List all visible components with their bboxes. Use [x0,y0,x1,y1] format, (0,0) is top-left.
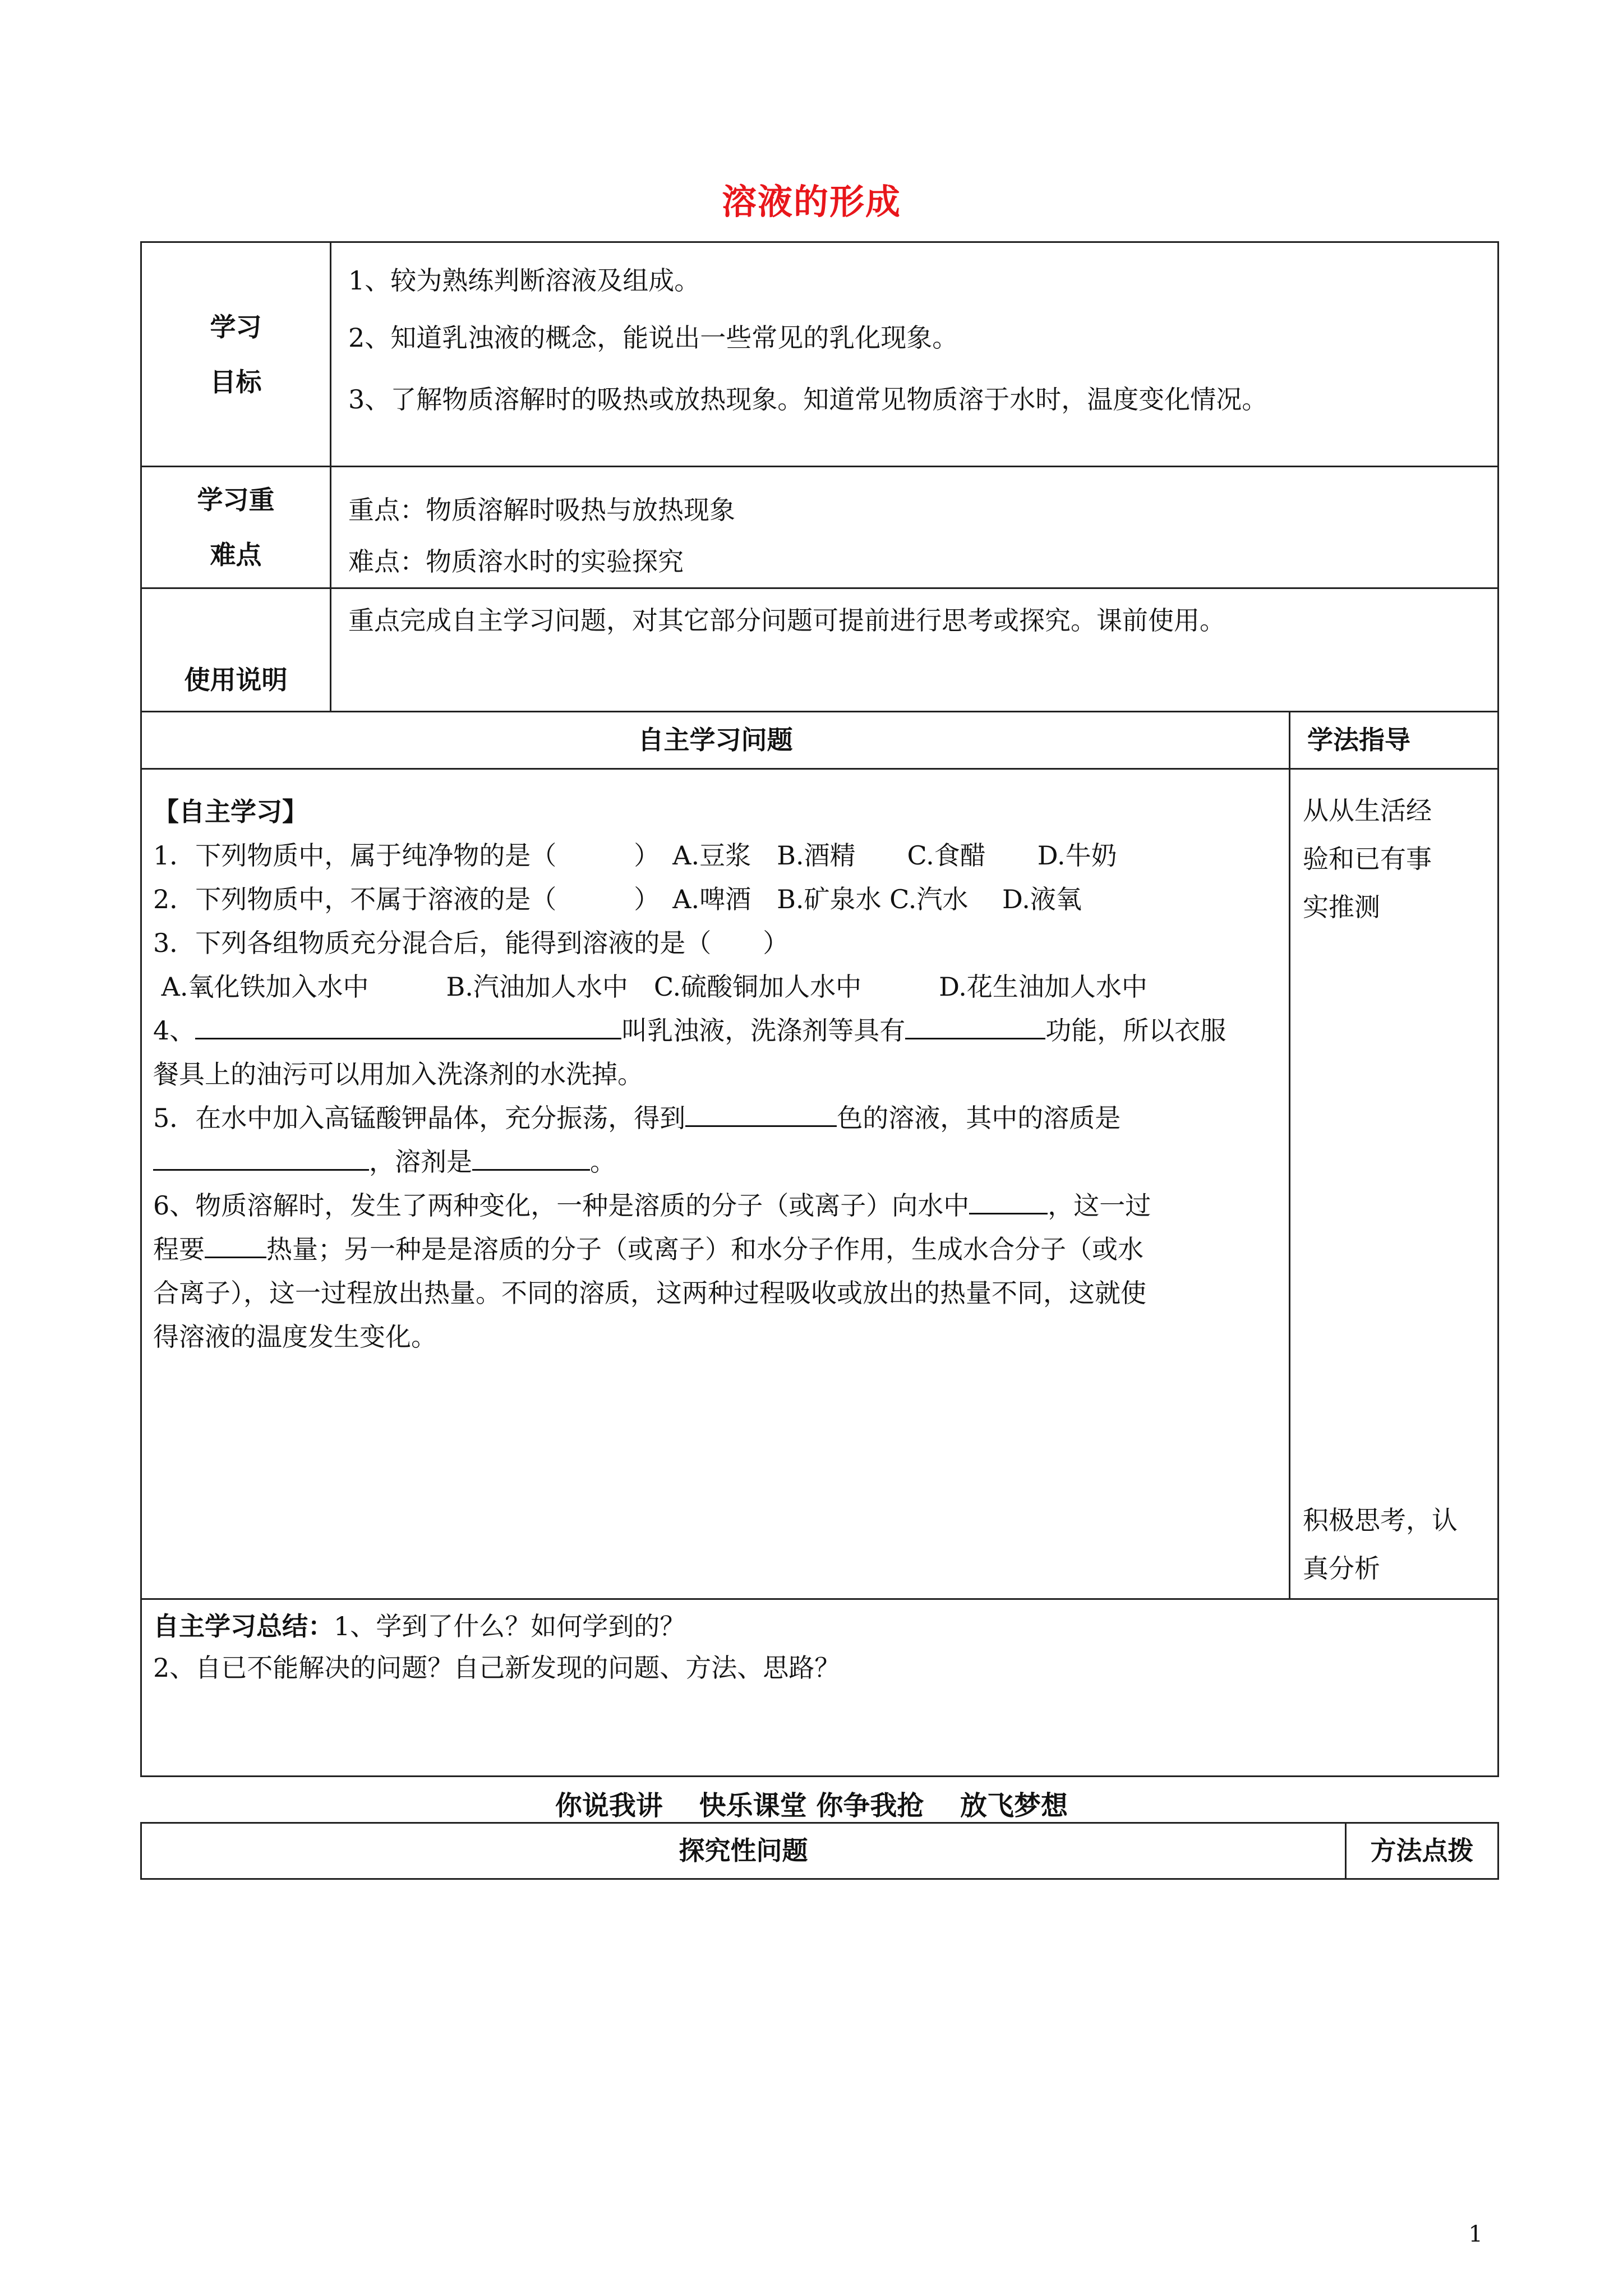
goals-label-cell [141,242,331,467]
guide-line-2: 验和已有事 [1303,844,1432,874]
goal-item-2: 2、知道乳浊液的概念，能说出一些常见的乳化现象。 [348,323,958,353]
goals-label-1: 学习 [210,311,262,342]
q4-prefix: 4、 [153,1015,196,1046]
guide-line-1: 从从生活经 [1303,795,1432,826]
question-2: 2．下列物质中，不属于溶液的是（ ） A.啤酒 B.矿泉水 C.汽水 D.液氧 [153,884,1082,914]
summary-line-1 [153,1605,1486,1647]
usage-label-cell [141,588,331,712]
question-1: 1．下列物质中，属于纯净物的是（ ） A.豆浆 B.酒精 C.食醋 D.牛奶 [153,840,1117,871]
question-6-line-2 [153,1227,1278,1271]
slogan: 你说我讲 快乐课堂 你争我抢 放飞梦想 [555,1790,1068,1821]
method-header: 方法点拨 [1346,1823,1498,1879]
question-6-line-4: 得溶液的温度发生变化。 [153,1322,437,1352]
self-study-header: 自主学习问题 [141,712,1290,769]
study-plan-table [140,241,1499,1777]
question-5-line-2 [153,1140,1278,1184]
q5-blank-1 [685,1098,837,1127]
key-point: 重点：物质溶解时吸热与放热现象 [348,495,735,525]
question-6-line-3: 合离子），这一过程放出热量。不同的溶质，这两种过程吸收或放出的热量不同，这就使 [153,1278,1146,1308]
q4-middle: 叫乳浊液，洗涤剂等具有 [621,1015,906,1046]
q4-blank-1 [195,1011,621,1039]
goals-row [141,242,1498,467]
self-study-section-title: 【自主学习】 [153,797,308,827]
q6-middle: ，这一过 [1048,1190,1151,1221]
q5-blank-2 [153,1142,369,1171]
key-points-label-2: 难点 [210,540,262,570]
usage-content-cell [331,588,1498,712]
goals-content-cell [331,242,1498,467]
q5-blank-3 [472,1142,590,1171]
goal-item-1: 1、较为熟练判断溶液及组成。 [348,265,700,296]
inquiry-table [140,1822,1499,1880]
q6-blank-1 [969,1186,1048,1214]
goals-label-2: 目标 [210,366,262,397]
q6-line2-rest: 热量；另一种是是溶质的分子（或离子）和水分子作用，生成水合分子（或水 [266,1234,1144,1264]
question-3-options: A.氧化铁加入水中 B.汽油加人水中 C.硫酸铜加人水中 D.花生油加人水中 [153,972,1147,1002]
q6-line2-prefix: 程要 [153,1234,205,1264]
key-points-label-cell [141,467,331,588]
guide-line-5: 真分析 [1303,1553,1380,1584]
q5-end: 。 [590,1147,616,1177]
q4-suffix: 功能，所以衣服 [1045,1015,1227,1046]
q6-blank-2 [205,1230,266,1258]
question-5 [153,1096,1278,1140]
self-study-row [141,769,1498,1599]
guide-line-3: 实推测 [1303,892,1380,922]
key-points-content-cell [331,467,1498,588]
summary-row [141,1599,1498,1777]
guide-header: 学法指导 [1290,712,1498,769]
inquiry-header: 探究性问题 [141,1823,1346,1879]
self-study-content [141,769,1290,1599]
q5-solvent: ，溶剂是 [369,1147,472,1177]
page-number: 1 [1468,2221,1483,2247]
usage-row [141,588,1498,712]
guide-content [1290,769,1498,1599]
key-points-label-1: 学习重 [197,485,275,515]
q6-prefix: 6、物质溶解时，发生了两种变化，一种是溶质的分子（或离子）向水中 [153,1190,970,1221]
goal-item-3: 3、了解物质溶解时的吸热或放热现象。知道常见物质溶于水时，温度变化情况。 [348,384,1268,415]
guide-line-4: 积极思考，认 [1303,1505,1458,1535]
self-study-header-row [141,712,1498,769]
question-6 [153,1184,1278,1227]
question-4-line-2: 餐具上的油污可以用加入洗涤剂的水洗掉。 [153,1059,643,1089]
inquiry-header-row [141,1823,1498,1879]
q5-prefix: 5．在水中加入高锰酸钾晶体，充分振荡，得到 [153,1103,686,1133]
q5-middle: 色的溶液，其中的溶质是 [837,1103,1121,1133]
difficult-point: 难点：物质溶水时的实验探究 [348,546,684,577]
usage-label: 使用说明 [184,665,288,695]
question-4 [153,1009,1278,1052]
usage-text: 重点完成自主学习问题，对其它部分问题可提前进行思考或探究。课前使用。 [348,605,1225,636]
summary-question-1: 1、学到了什么？如何学到的？ [334,1611,686,1641]
summary-label: 自主学习总结： [153,1611,334,1641]
question-3: 3．下列各组物质充分混合后，能得到溶液的是（ ） [153,928,789,958]
document-title: 溶液的形成 [721,181,901,222]
q4-blank-2 [905,1011,1045,1039]
summary-question-2: 2、自已不能解决的问题？自己新发现的问题、方法、思路？ [153,1653,841,1683]
summary-content [141,1599,1498,1777]
key-points-row [141,467,1498,588]
